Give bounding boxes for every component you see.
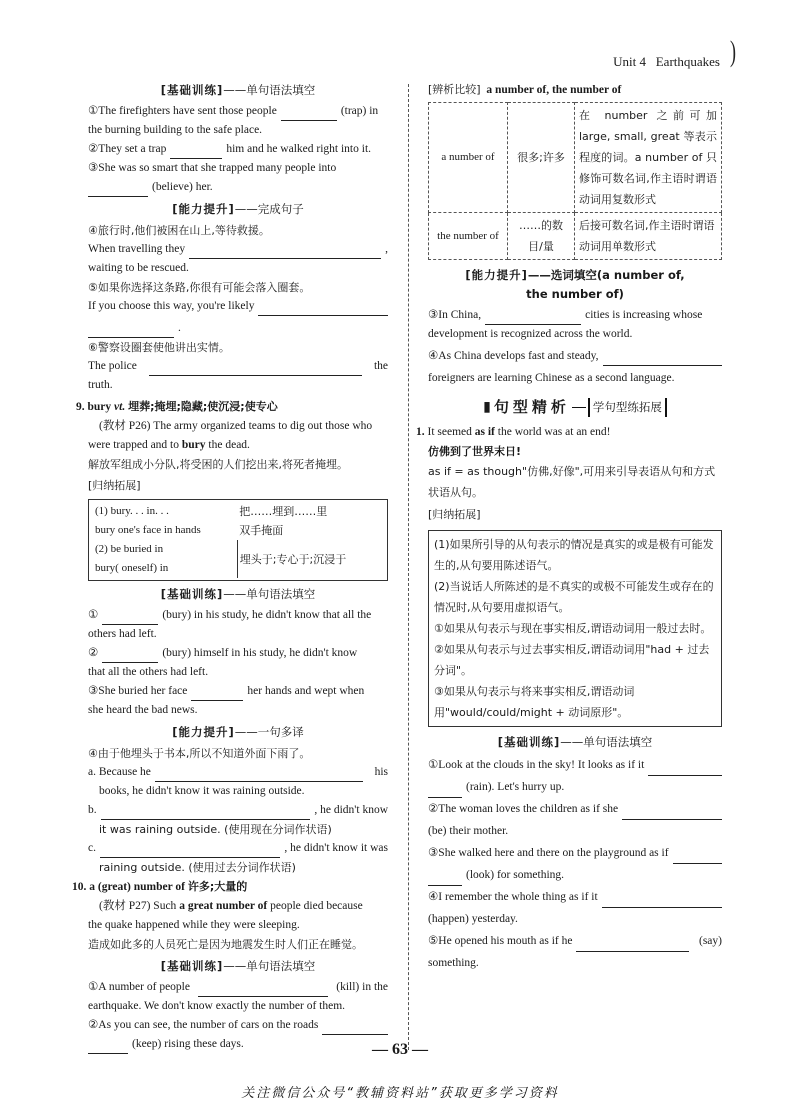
- answer-blank[interactable]: [428, 873, 462, 886]
- exercise-item: ⑤He opened his mouth as if he (say): [428, 930, 722, 952]
- summary-line: ①如果从句表示与现在事实相反,谓语动词用一般过去时。: [434, 622, 712, 635]
- exercise-item: (rain). Let's hurry up.: [428, 776, 722, 798]
- left-column: [72, 78, 388, 1054]
- exercise-item: .: [88, 319, 388, 338]
- answer-blank[interactable]: [102, 650, 158, 663]
- exercise-item: ②They set a trap him and he walked right into it.: [88, 140, 388, 159]
- exercise-item: (look) for something.: [428, 864, 722, 886]
- vocab-entry: 10. a (great) number of 许多;大量的: [72, 880, 248, 893]
- answer-blank[interactable]: [485, 312, 581, 325]
- exercise-item: ①The firefighters have sent those people (trap) in: [88, 102, 388, 121]
- section-heading: [能力提升]——一句多译: [172, 725, 304, 739]
- chinese-prompt: ⑥警察设圈套使他讲出实情。: [88, 341, 230, 354]
- exercise-item: a. Because he his: [88, 763, 388, 782]
- answer-line[interactable]: [155, 769, 363, 782]
- exercise-item: The police the: [88, 357, 388, 376]
- answer-line[interactable]: [258, 303, 388, 316]
- exercise-text: ③She was so smart that she trapped many people into: [88, 162, 337, 174]
- answer-line[interactable]: [603, 353, 722, 366]
- sentence-pattern: 1. It seemed as if the world was at an end!: [416, 426, 611, 438]
- chinese-prompt: ④旅行时,他们被困在山上,等待救援。: [88, 224, 270, 237]
- section-heading: [基础训练]——单句语法填空: [497, 735, 653, 749]
- summary-box: [428, 530, 722, 727]
- exercise-item: ③She walked here and there on the playground as if: [428, 842, 722, 864]
- exercise-text: development is recognized across the world.: [428, 328, 633, 340]
- answer-blank[interactable]: [88, 184, 148, 197]
- exercise-item: ① (bury) in his study, he didn't know that all the: [88, 606, 388, 625]
- section-heading: [基础训练]——单句语法填空: [160, 83, 316, 97]
- unit-label: Unit 4: [613, 54, 646, 69]
- exercise-text: (be) their mother.: [428, 825, 509, 837]
- exercise-item: If you choose this way, you're likely: [88, 297, 388, 316]
- exercise-text: earthquake. We don't know exactly the number of them.: [88, 1000, 346, 1012]
- exercise-text: others had left.: [88, 628, 157, 640]
- unit-title: Earthquakes: [655, 54, 720, 69]
- section-heading: [基础训练]——单句语法填空: [160, 959, 316, 973]
- running-header: [613, 52, 720, 71]
- answer-line[interactable]: [602, 895, 722, 908]
- exercise-item: ②As you can see, the number of cars on the roads: [88, 1016, 388, 1035]
- answer-blank[interactable]: [191, 688, 243, 701]
- answer-line[interactable]: [101, 807, 311, 820]
- page-number: — 63 —: [372, 1041, 428, 1058]
- textbook-example: were trapped and to bury the dead.: [88, 439, 250, 451]
- exercise-item: (believe) her.: [88, 178, 388, 197]
- translation: 仿佛到了世界末日!: [428, 445, 522, 458]
- table-row: a number of 很多;许多 在 number 之前可加 large, small, great 等表示程度的词。a number of 只修饰可数名词,作主语时谓语动词用复数形式: [429, 103, 722, 213]
- answer-line[interactable]: [576, 939, 689, 952]
- exercise-text: that all the others had left.: [88, 666, 209, 678]
- exercise-text: foreigners are learning Chinese as a second language.: [428, 372, 675, 384]
- exercise-item: When travelling they ,: [88, 240, 388, 259]
- exercise-item: c. , he didn't know it was: [88, 839, 388, 858]
- textbook-example: the quake happened while they were sleeping.: [88, 919, 300, 931]
- answer-line[interactable]: [100, 845, 280, 858]
- textbook-example: (教材 P27) Such a great number of people died because: [99, 900, 363, 912]
- chinese-prompt: ⑤如果你选择这条路,你很有可能会落入圈套。: [88, 281, 311, 294]
- section-heading: [能力提升]——完成句子: [172, 202, 304, 216]
- answer-line[interactable]: [189, 246, 381, 259]
- explanation: as if = as though"仿佛,好像",可用来引导表语从句和方式状语从句。: [428, 465, 716, 499]
- exercise-text: something.: [428, 957, 479, 969]
- exercise-item: ③In China, cities is increasing whose: [428, 306, 722, 325]
- exercise-item: ①A number of people (kill) in the: [88, 978, 388, 997]
- chinese-prompt: ④由于他埋头于书本,所以不知道外面下雨了。: [88, 747, 311, 760]
- exercise-item: ③She buried her face her hands and wept when: [88, 682, 388, 701]
- exercise-text: waiting to be rescued.: [88, 262, 189, 274]
- exercise-text: the burning building to the safe place.: [88, 124, 263, 136]
- exercise-text: books, he didn't know it was raining outside.: [99, 785, 305, 797]
- summary-label: [归纳拓展]: [428, 508, 481, 521]
- answer-line[interactable]: [673, 851, 722, 864]
- answer-blank[interactable]: [102, 612, 158, 625]
- exercise-text: she heard the bad news.: [88, 704, 198, 716]
- exercise-item: ④As China develops fast and steady,: [428, 347, 722, 366]
- summary-line: ②如果从句表示与过去事实相反,谓语动词用"had + 过去分词"。: [434, 643, 710, 677]
- answer-blank[interactable]: [428, 785, 462, 798]
- answer-line[interactable]: [648, 763, 722, 776]
- section-heading: [基础训练]——单句语法填空: [160, 587, 316, 601]
- exercise-text: (happen) yesterday.: [428, 913, 518, 925]
- answer-blank[interactable]: [88, 325, 174, 338]
- exercise-item: ①Look at the clouds in the sky! It looks as if it: [428, 754, 722, 776]
- summary-line: (2)当说话人所陈述的是不真实的或极不可能发生或存在的情况时,从句要用虚拟语气。: [434, 580, 714, 614]
- section-heading: [能力提升]——选词填空(a number of, the number of): [465, 268, 685, 301]
- exercise-text: truth.: [88, 379, 113, 391]
- header-bracket: ): [730, 35, 736, 68]
- answer-line[interactable]: [622, 807, 722, 820]
- exercise-item: ④I remember the whole thing as if it: [428, 886, 722, 908]
- answer-blank[interactable]: [281, 108, 337, 121]
- textbook-example: (教材 P26) The army organized teams to dig out those who: [99, 420, 373, 432]
- exercise-item: ② (bury) himself in his study, he didn't know: [88, 644, 388, 663]
- answer-line[interactable]: [198, 984, 328, 997]
- summary-box: (1) bury. . . in. . . 把……埋到……里 bury one's face in hands 双手掩面 (2) be buried in bury( oneself) in 埋头于;专心于;沉浸于: [88, 499, 388, 581]
- answer-line[interactable]: [322, 1022, 388, 1035]
- exercise-item: ②The woman loves the children as if she: [428, 798, 722, 820]
- summary-label: [归纳拓展]: [88, 479, 141, 492]
- translation: 造成如此多的人员死亡是因为地震发生时人们正在睡觉。: [88, 938, 363, 951]
- exercise-text: it was raining outside. (使用现在分词作状语): [99, 823, 332, 836]
- summary-line: ③如果从句表示与将来事实相反,谓语动词用"would/could/might + 动词原形"。: [434, 685, 635, 719]
- answer-blank[interactable]: [170, 146, 222, 159]
- exercise-item: (keep) rising these days.: [88, 1035, 388, 1054]
- column-divider: [408, 84, 409, 1050]
- exercise-text: raining outside. (使用过去分词作状语): [99, 861, 296, 874]
- sentence-analysis-banner: ▮ 句型精析 学句型练拓展: [428, 398, 722, 417]
- answer-line[interactable]: [149, 363, 362, 376]
- vocab-entry: 9. bury vt. 埋葬;掩埋;隐藏;使沉浸;使专心: [76, 400, 278, 413]
- comparison-table: [428, 102, 722, 260]
- exercise-item: b. , he didn't know: [88, 801, 388, 820]
- comparison-heading: [辨析比较] a number of, the number of: [428, 83, 622, 96]
- footer-note: 关注微信公众号“教辅资料站”获取更多学习资料: [241, 1086, 559, 1101]
- translation: 解放军组成小分队,将受困的人们挖出来,将死者掩埋。: [88, 458, 348, 471]
- right-column: [416, 78, 722, 974]
- table-row: the number of ……的数目/量 后接可数名词,作主语时谓语动词用单数形式: [429, 213, 722, 260]
- summary-line: (1)如果所引导的从句表示的情况是真实的或是极有可能发生的,从句要用陈述语气。: [434, 538, 714, 572]
